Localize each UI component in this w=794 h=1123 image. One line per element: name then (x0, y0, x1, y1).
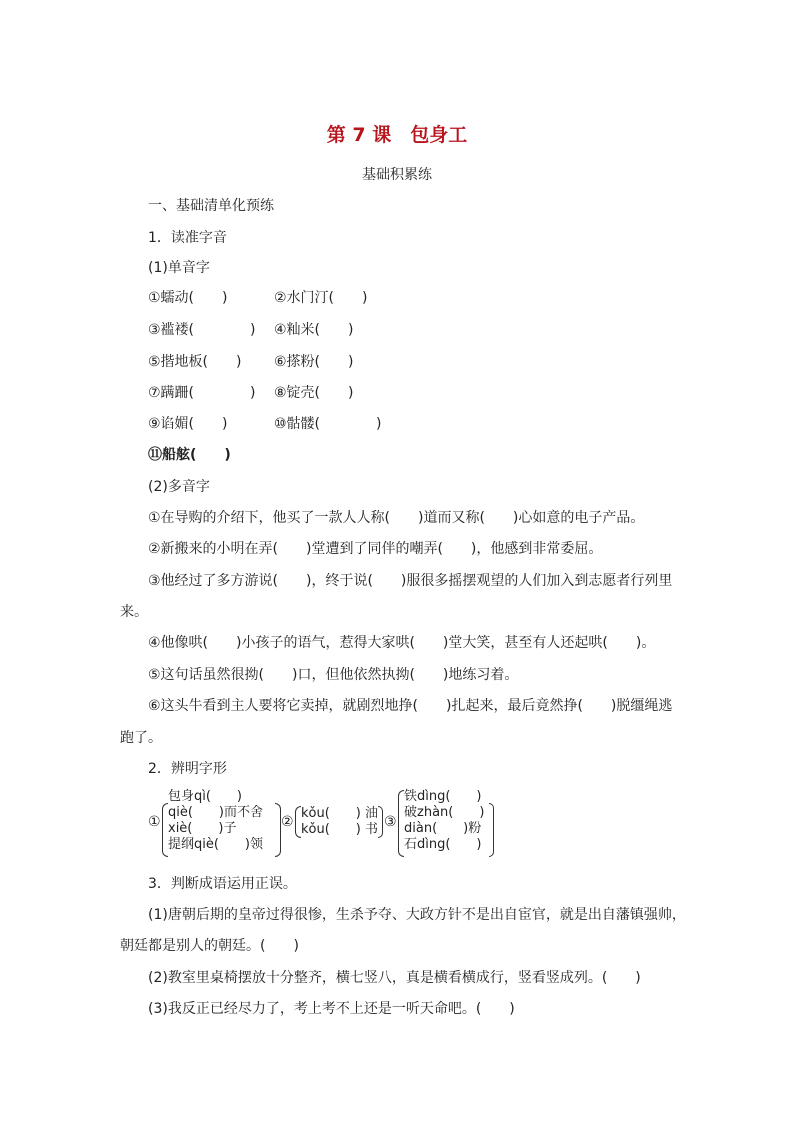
question-heading: 1．读准字音 (148, 230, 227, 246)
group-number: ③ (384, 814, 397, 830)
question-line: ③他经过了多方游说( )，终于说( )服很多摇摆观望的人们加入到志愿者行列里 (148, 573, 673, 589)
subsection-heading: (2)多音字 (148, 479, 210, 495)
group-line: 石dìng( ) (404, 837, 482, 852)
group-line: 油 (365, 806, 379, 821)
glyph-group-2 (301, 806, 361, 838)
group-line: 提纲qiè( )领 (168, 837, 264, 852)
question-line: 来。 (120, 604, 148, 620)
question-line: ①在导购的介绍下，他买了一款人人称( )道而又称( )心如意的电子产品。 (148, 510, 645, 526)
list-item: ①蠕动( ) (148, 290, 228, 306)
group-number: ② (281, 814, 294, 830)
group-line: kǒu( ) (301, 806, 361, 821)
group-line: diàn( )粉 (404, 821, 482, 836)
list-item: ③褴褛( ) (148, 322, 256, 338)
list-item: ②水门汀( ) (274, 290, 368, 306)
list-item: ⑥搽粉( ) (274, 354, 354, 370)
list-item: ⑤揩地板( ) (148, 354, 242, 370)
page-title: 第 7 课 包身工 (326, 124, 468, 146)
group-number: ① (148, 814, 161, 830)
subsection-heading: (1)单音字 (148, 260, 210, 276)
question-line: ⑤这句话虽然很拗( )口，但他依然执拗( )地练习着。 (148, 667, 519, 683)
group-line: 铁dìng( ) (404, 789, 482, 804)
list-item: ⑦蹒跚( ) (148, 385, 256, 401)
question-line: ④他像哄( )小孩子的语气，惹得大家哄( )堂大笑，甚至有人还起哄( )。 (148, 635, 656, 651)
glyph-group-3 (404, 789, 484, 853)
question-line: (1)唐朝后期的皇帝过得很惨，生杀予夺、大政方针不是出自宦官，就是出自藩镇强帅， (148, 907, 686, 923)
glyph-group-2-right (365, 806, 378, 838)
question-line: (3)我反正已经尽力了，考上考不上还是一听天命吧。( ) (148, 1001, 515, 1017)
right-brace (489, 803, 494, 857)
question-line: ②新搬来的小明在弄( )堂遭到了同伴的嘲弄( )，他感到非常委屈。 (148, 541, 603, 557)
question-line: 跑了。 (120, 730, 162, 746)
right-brace (275, 803, 281, 857)
page-subtitle: 基础积累练 (362, 167, 432, 183)
group-line: xiè( )子 (168, 821, 237, 836)
right-brace (378, 806, 383, 838)
question-heading: 3．判断成语运用正误。 (148, 876, 297, 892)
list-item: ⑩骷髅( ) (274, 416, 382, 432)
group-line: qiè( )而不舍 (168, 805, 264, 820)
list-item: ⑧锭壳( ) (274, 385, 354, 401)
group-line: kǒu( ) (301, 822, 361, 837)
question-heading: 2．辨明字形 (148, 761, 227, 777)
question-line: (2)教室里桌椅摆放十分整齐，横七竖八，真是横看横成行，竖看竖成列。( ) (148, 970, 641, 986)
question-line: 朝廷都是别人的朝廷。( ) (120, 938, 299, 954)
list-item: ⑨谄媚( ) (148, 416, 228, 432)
list-item: ⑪船舷( ) (148, 447, 231, 463)
group-line: 书 (365, 822, 379, 837)
question-line: ⑥这头牛看到主人要将它卖掉，就剧烈地挣( )扎起来，最后竟然挣( )脱缰绳逃 (148, 698, 673, 714)
section-heading: 一、基础清单化预练 (148, 198, 274, 214)
glyph-group-1 (168, 789, 263, 853)
group-line: 破zhàn( ) (404, 805, 485, 820)
list-item: ④籼米( ) (274, 322, 354, 338)
group-line: 包身qì( ) (168, 789, 243, 804)
